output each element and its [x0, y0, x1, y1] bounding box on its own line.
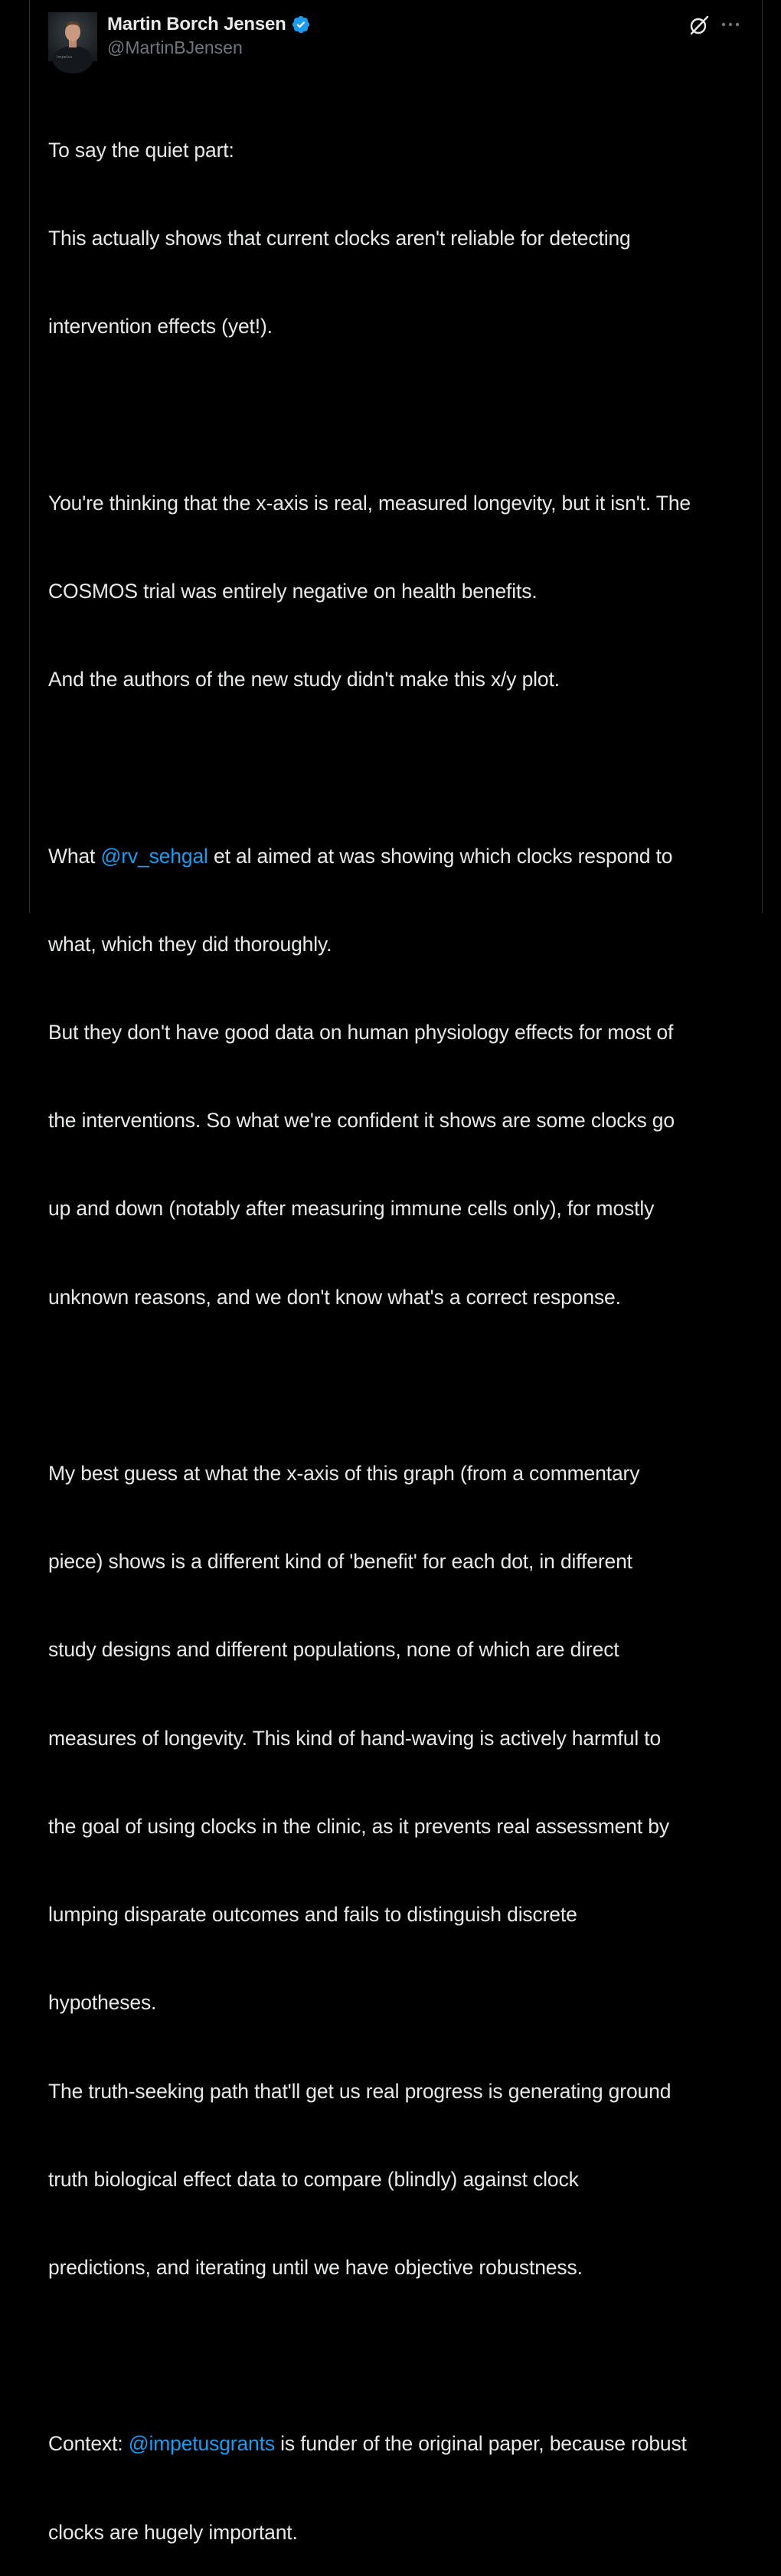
grok-icon[interactable]	[688, 15, 710, 36]
tweet-line: the goal of using clocks in the clinic, as it prevents real assessment by	[48, 1814, 669, 1838]
tweet-line: This actually shows that current clocks aren't reliable for detecting	[48, 227, 631, 250]
author-handle[interactable]: @MartinBJensen	[107, 38, 243, 57]
mention-link-impetusgrants[interactable]: @impetusgrants	[128, 2432, 275, 2456]
svg-text:Impetus: Impetus	[57, 55, 73, 60]
avatar[interactable]	[48, 12, 97, 61]
tweet-line	[48, 2429, 749, 2458]
tweet-line: My best guess at what the x-axis of this graph (from a commentary	[48, 1462, 640, 1486]
tweet-line: the interventions. So what we're confident it shows are some clocks go	[48, 1109, 675, 1133]
tweet-text-segment: is funder of the original paper, because robust	[274, 2432, 687, 2456]
tweet-text-segment: Context:	[48, 2432, 129, 2456]
avatar-image	[48, 12, 97, 61]
tweet-line: unknown reasons, and we don't know what's a correct response.	[48, 1285, 621, 1309]
mention-link-rv-sehgal[interactable]: @rv_sehgal	[100, 844, 208, 868]
tweet-line: predictions, and iterating until we have objective robustness.	[48, 2256, 583, 2280]
tweet-line: measures of longevity. This kind of hand-waving is actively harmful to	[48, 1726, 662, 1750]
tweet-line: up and down (notably after measuring immune cells only), for mostly	[48, 1197, 655, 1221]
tweet-line: what, which they did thoroughly.	[48, 932, 332, 956]
tweet-line: You're thinking that the x-axis is real, measured longevity, but it isn't. The	[48, 491, 691, 515]
tweet-line: clocks are hugely important.	[48, 2520, 298, 2544]
author-display-name[interactable]: Martin Borch Jensen	[107, 14, 286, 34]
tweet-line: hypotheses.	[48, 1991, 157, 2015]
tweet-text-segment: et al aimed at was showing which clocks respond to	[208, 844, 673, 868]
tweet-line: COSMOS trial was entirely negative on health benefits.	[48, 579, 538, 603]
tweet-line: piece) shows is a different kind of 'benefit' for each dot, in different	[48, 1550, 632, 1574]
tweet-line: intervention effects (yet!).	[48, 315, 273, 338]
tweet-line: lumping disparate outcomes and fails to distinguish discrete	[48, 1903, 577, 1927]
author-name-row	[107, 13, 311, 36]
tweet-body	[48, 77, 749, 2576]
tweet-text-segment: What	[48, 844, 101, 868]
tweet-line: And the authors of the new study didn't make this x/y plot.	[48, 668, 560, 691]
tweet-line: To say the quiet part:	[48, 138, 234, 162]
verified-badge-icon[interactable]	[291, 15, 311, 34]
more-icon[interactable]	[720, 17, 741, 32]
tweet-line: truth biological effect data to compare (blindly) against clock	[48, 2167, 579, 2191]
tweet-line: study designs and different populations, none of which are direct	[48, 1638, 619, 1662]
tweet-line	[48, 842, 749, 871]
tweet-line: The truth-seeking path that'll get us real progress is generating ground	[48, 2079, 672, 2103]
tweet-line: But they don't have good data on human physiology effects for most of	[48, 1020, 674, 1044]
